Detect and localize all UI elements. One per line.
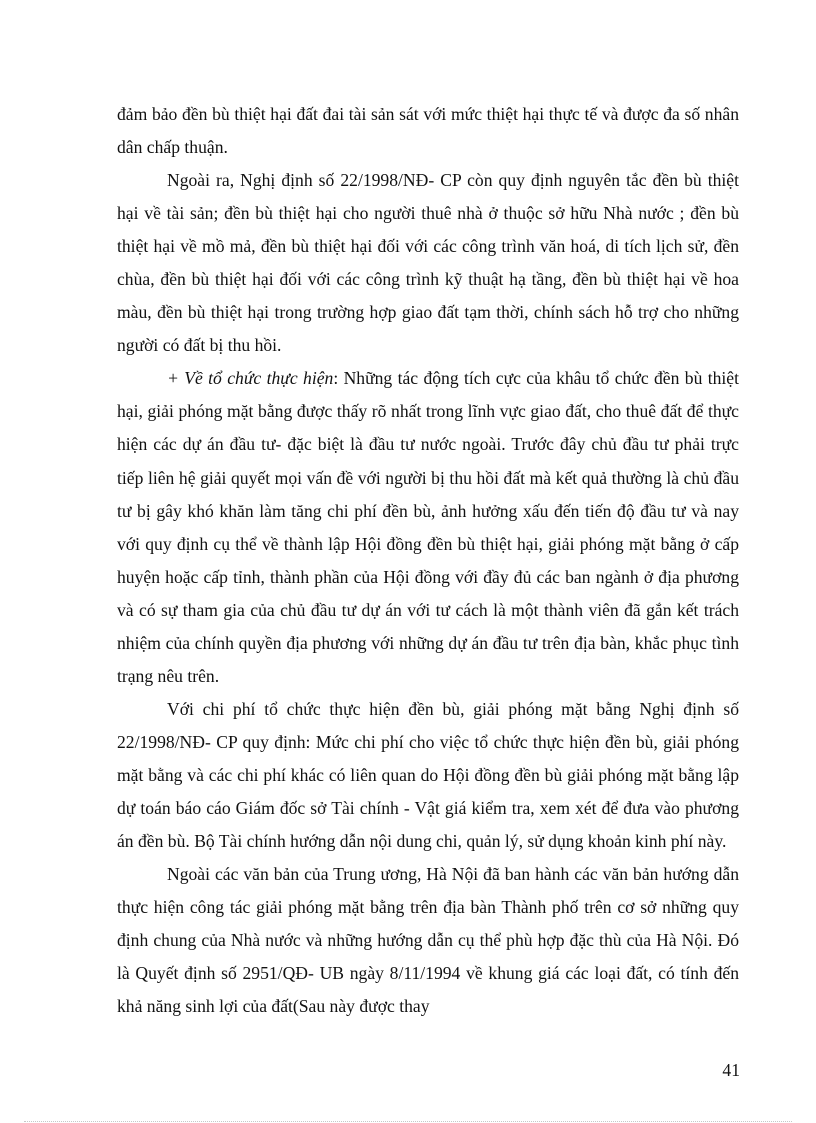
page-bottom-divider	[24, 1121, 792, 1122]
paragraph-text: : Những tác động tích cực của khâu tổ chức đền bù thiệt hại, giải phóng mặt bằng được thấy rõ nhất trong lĩnh vực giao đất, cho thuê đất để thực hiện các dự án đầu tư- đặc biệt là đầu tư nước ngoài. Trước đây chủ đầu tư phải trực tiếp liên hệ giải quyết mọi vấn đề với người bị thu hồi đất mà kết quả thường là chủ đầu tư bị gây khó khăn làm tăng chi phí đền bù, ảnh hưởng xấu đến tiến độ đầu tư và nay với quy định cụ thể về thành lập Hội đồng đền bù thiệt hại, giải phóng mặt bằng ở cấp huyện hoặc cấp tỉnh, thành phần của Hội đồng với đầy đủ các ban ngành ở địa phương và có sự tham gia của chủ đầu tư dự án với tư cách là một thành viên đã gắn kết trách nhiệm của chính quyền địa phương với những dự án đầu tư trên địa bàn, khắc phục tình trạng nêu trên.	[117, 368, 740, 686]
page-number: 41	[722, 1060, 740, 1080]
document-body	[117, 98, 739, 1023]
paragraph-costs	[117, 693, 739, 858]
paragraph-text: Ngoài ra, Nghị định số 22/1998/NĐ- CP còn quy định nguyên tắc đền bù thiệt hại về tài sản; đền bù thiệt hại cho người thuê nhà ở thuộc sở hữu Nhà nước ; đền bù thiệt hại về mồ mả, đền bù thiệt hại đối với các công trình văn hoá, di tích lịch sử, đền chùa, đền bù thiệt hại đối với các công trình kỹ thuật hạ tầng, đền bù thiệt hại về hoa màu, đền bù thiệt hại trong trường hợp giao đất tạm thời, chính sách hỗ trợ cho những người có đất bị thu hồi.	[117, 170, 739, 356]
paragraph-hanoi-regulations	[117, 858, 739, 1023]
paragraph-continuation	[117, 98, 739, 164]
paragraph-text: Ngoài các văn bản của Trung ương, Hà Nội đã ban hành các văn bản hướng dẫn thực hiện công tác giải phóng mặt bằng trên địa bàn Thành phố trên cơ sở những quy định chung của Nhà nước và những hướng dẫn cụ thể phù hợp đặc thù của Hà Nội. Đó là Quyết định số 2951/QĐ- UB ngày 8/11/1994 về khung giá các loại đất, có tính đến khả năng sinh lợi của đất(Sau này được thay	[117, 864, 739, 1017]
paragraph-organization	[117, 362, 739, 692]
paragraph-text: Với chi phí tổ chức thực hiện đền bù, giải phóng mặt bằng Nghị định số 22/1998/NĐ- CP quy định: Mức chi phí cho việc tổ chức thực hiện đền bù, giải phóng mặt bằng và các chi phí khác có liên quan do Hội đồng đền bù giải phóng mặt bằng lập dự toán báo cáo Giám đốc sở Tài chính - Vật giá kiểm tra, xem xét để đưa vào phương án đền bù. Bộ Tài chính hướng dẫn nội dung chi, quản lý, sử dụng khoản kinh phí này.	[117, 698, 739, 852]
paragraph-decree-provisions	[117, 164, 739, 362]
paragraph-text: đảm bảo đền bù thiệt hại đất đai tài sản sát với mức thiệt hại thực tế và được đa số nhân dân chấp thuận.	[117, 104, 739, 158]
paragraph-italic-lead: + Về tổ chức thực hiện	[167, 368, 334, 389]
